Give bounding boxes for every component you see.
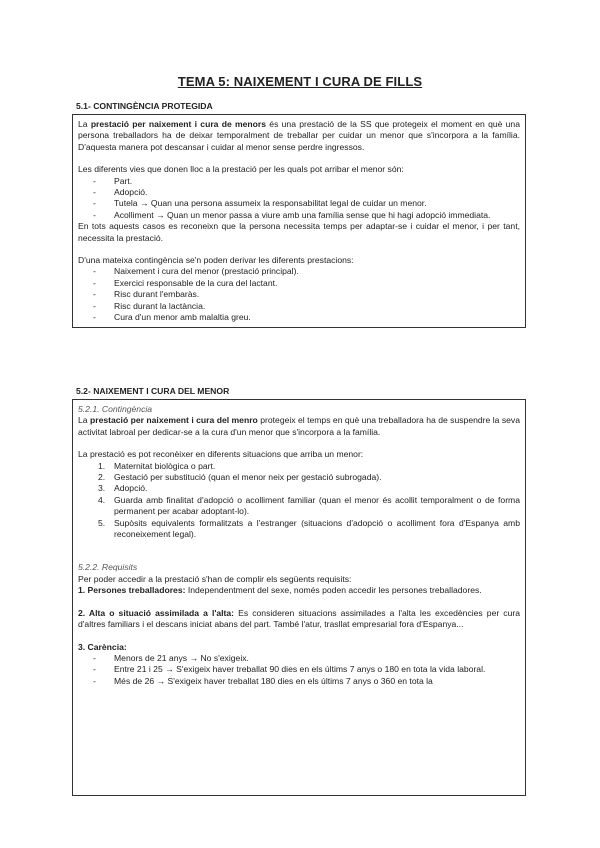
- subheading-requisits: 5.2.2. Requisits: [78, 562, 138, 573]
- situacions-list: [78, 461, 520, 541]
- paragraph-intro: La prestació per naixement i cura de menors és una prestació de la SS que protegeix el moment en què una persona treballadors ha de deixar temporalment de treballar per cuidar un menor que s'incorpora a la família. D'aquesta manera pot descansar i cuidar al menor sense perdre ingressos.: [78, 119, 520, 152]
- list-item: - Risc durant l'embaràs.: [93, 289, 200, 300]
- paragraph-prestacio: La prestació per naixement i cura del menro protegeix el temps en què una treballadora ha de suspendre la seva activitat labroal per dedicar-se a la cura d'un menor que s'incorpora a la família.: [78, 415, 520, 437]
- list-item: - Risc durant la lactància.: [93, 300, 206, 311]
- section-box-5-1: [72, 114, 526, 328]
- list-item: - Naixement i cura del menor (prestació principal).: [93, 266, 299, 277]
- list-item: - Entre 21 i 25 → S'exigeix haver treballat 90 dies en els últims 7 anys o 180 en tota la vida laboral.: [93, 664, 486, 675]
- list-item: - Adopció.: [93, 187, 148, 198]
- paragraph-vies: Les diferents vies que donen lloc a la prestació per les quals pot arribar el menor són:: [78, 164, 404, 175]
- page-title: TEMA 5: NAIXEMENT I CURA DE FILLS: [177, 74, 423, 89]
- paragraph-contingencia: D'una mateixa contingència se'n poden derivar les diferents prestacions:: [78, 255, 354, 266]
- vies-list: [78, 176, 520, 222]
- list-item: 3. Adopció.: [98, 483, 148, 494]
- list-item: - Menors de 21 anys → No s'exigeix.: [93, 652, 249, 663]
- section-box-5-2: [72, 399, 526, 796]
- section-heading-5-1: 5.1- CONTINGÈNCIA PROTEGIDA: [76, 101, 213, 111]
- list-item: - Acolliment → Quan un menor passa a viure amb una família sense que hi hagi adopció immediata.: [93, 209, 491, 220]
- paragraph-situacions: La prestació es pot reconèixer en diferents situacions que arriba un menor:: [78, 449, 364, 460]
- subheading-contingencia: 5.2.1. Contingència: [78, 404, 153, 414]
- list-item: - Part.: [93, 175, 133, 186]
- requisit-3: 3. Carència:: [78, 641, 127, 652]
- list-item: 2. Gestació per substitució (quan el menor neix per gestació subrogada).: [98, 472, 382, 483]
- list-item: - Tutela → Quan una persona assumeix la responsabilitat legal de cuidar un menor.: [93, 198, 427, 209]
- list-item: 1. Maternitat biològica o part.: [98, 460, 216, 471]
- list-item: 5. Supòsits equivalents formalitzats a l'estranger (situacions d'adopció o acolliment fora d'Espanya amb reconeixement legal).: [98, 517, 520, 540]
- requisit-1: 1. Persones treballadores: Independentment del sexe, només poden accedir les persones treballadores.: [78, 585, 482, 596]
- paragraph-casos: En tots aquests casos es reconeixn que la persona necessita temps per adaptar-se i cuidar el menor, i per tant, necessita la prestació.: [78, 221, 520, 243]
- section-heading-5-2: 5.2- NAIXEMENT I CURA DEL MENOR: [76, 386, 230, 396]
- list-item: - Exercici responsable de la cura del lactant.: [93, 277, 278, 288]
- list-item: - Més de 26 → S'exigeix haver treballat 180 dies en els últims 7 anys o 360 en tota la: [93, 675, 433, 686]
- requisit-2: 2. Alta o situació assimilada a l'alta: Es consideren situacions assimilades a l'alta les excedències per cura d'altres familiars i el descans iniciat abans del part. També l'atur, trasllat empresarial fora d'Espanya...: [78, 607, 521, 630]
- paragraph-requisits: Per poder accedir a la prestació s'han de complir els següents requisits:: [78, 573, 352, 584]
- prestacions-list: [78, 266, 520, 323]
- list-item: - Cura d'un menor amb malaltia greu.: [93, 312, 251, 323]
- list-item: 4. Guarda amb finalitat d'adopció o acolliment familiar (quan el menor és acollit temporalment o de forma permanent per acabar adoptant-lo).: [98, 494, 520, 517]
- carencia-list: [78, 653, 520, 687]
